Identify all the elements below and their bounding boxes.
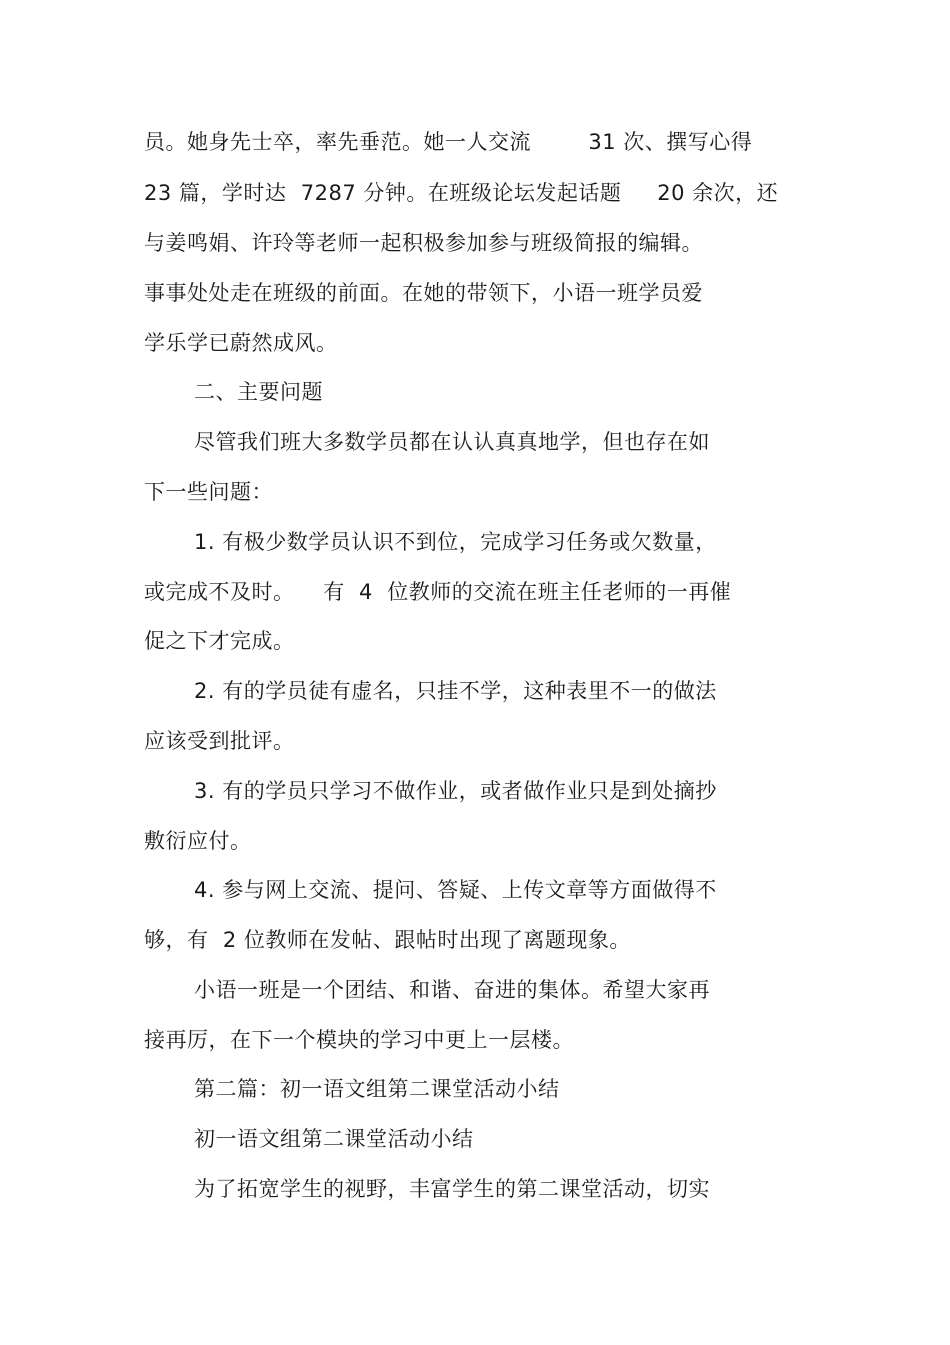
text-line: 应该受到批评。 — [144, 729, 295, 753]
section-title: 第二篇：初一语文组第二课堂活动小结 — [194, 1077, 560, 1101]
text-line: 敷衍应付。 — [144, 829, 252, 853]
text-line: 下一些问题： — [144, 480, 273, 504]
text-line: 为了拓宽学生的视野，丰富学生的第二课堂活动，切实 — [194, 1177, 710, 1201]
section-subtitle: 初一语文组第二课堂活动小结 — [194, 1127, 474, 1151]
list-item: 1. 有极少数学员认识不到位，完成学习任务或欠数量， — [194, 530, 717, 554]
text-line: 员。她身先士卒，率先垂范。她一人交流 31 次、撰写心得 — [144, 130, 753, 154]
text-line: 学乐学已蔚然成风。 — [144, 331, 338, 355]
text-line: 23 篇，学时达 7287 分钟。在班级论坛发起话题 20 余次，还 — [144, 181, 779, 205]
list-item: 4. 参与网上交流、提问、答疑、上传文章等方面做得不 — [194, 878, 717, 902]
list-item: 3. 有的学员只学习不做作业，或者做作业只是到处摘抄 — [194, 779, 717, 803]
text-line: 事事处处走在班级的前面。在她的带领下，小语一班学员爱 — [144, 281, 703, 305]
text-line: 小语一班是一个团结、和谐、奋进的集体。希望大家再 — [194, 978, 710, 1002]
list-item: 2. 有的学员徒有虚名，只挂不学，这种表里不一的做法 — [194, 679, 717, 703]
text-line: 或完成不及时。 有 4 位教师的交流在班主任老师的一再催 — [144, 580, 732, 604]
text-line: 尽管我们班大多数学员都在认认真真地学，但也存在如 — [194, 430, 710, 454]
section-heading: 二、主要问题 — [194, 380, 323, 404]
text-line: 与姜鸣娟、许玲等老师一起积极参加参与班级简报的编辑。 — [144, 231, 703, 255]
text-line: 够，有 2 位教师在发帖、跟帖时出现了离题现象。 — [144, 928, 631, 952]
text-line: 促之下才完成。 — [144, 629, 295, 653]
text-line: 接再厉，在下一个模块的学习中更上一层楼。 — [144, 1028, 574, 1052]
